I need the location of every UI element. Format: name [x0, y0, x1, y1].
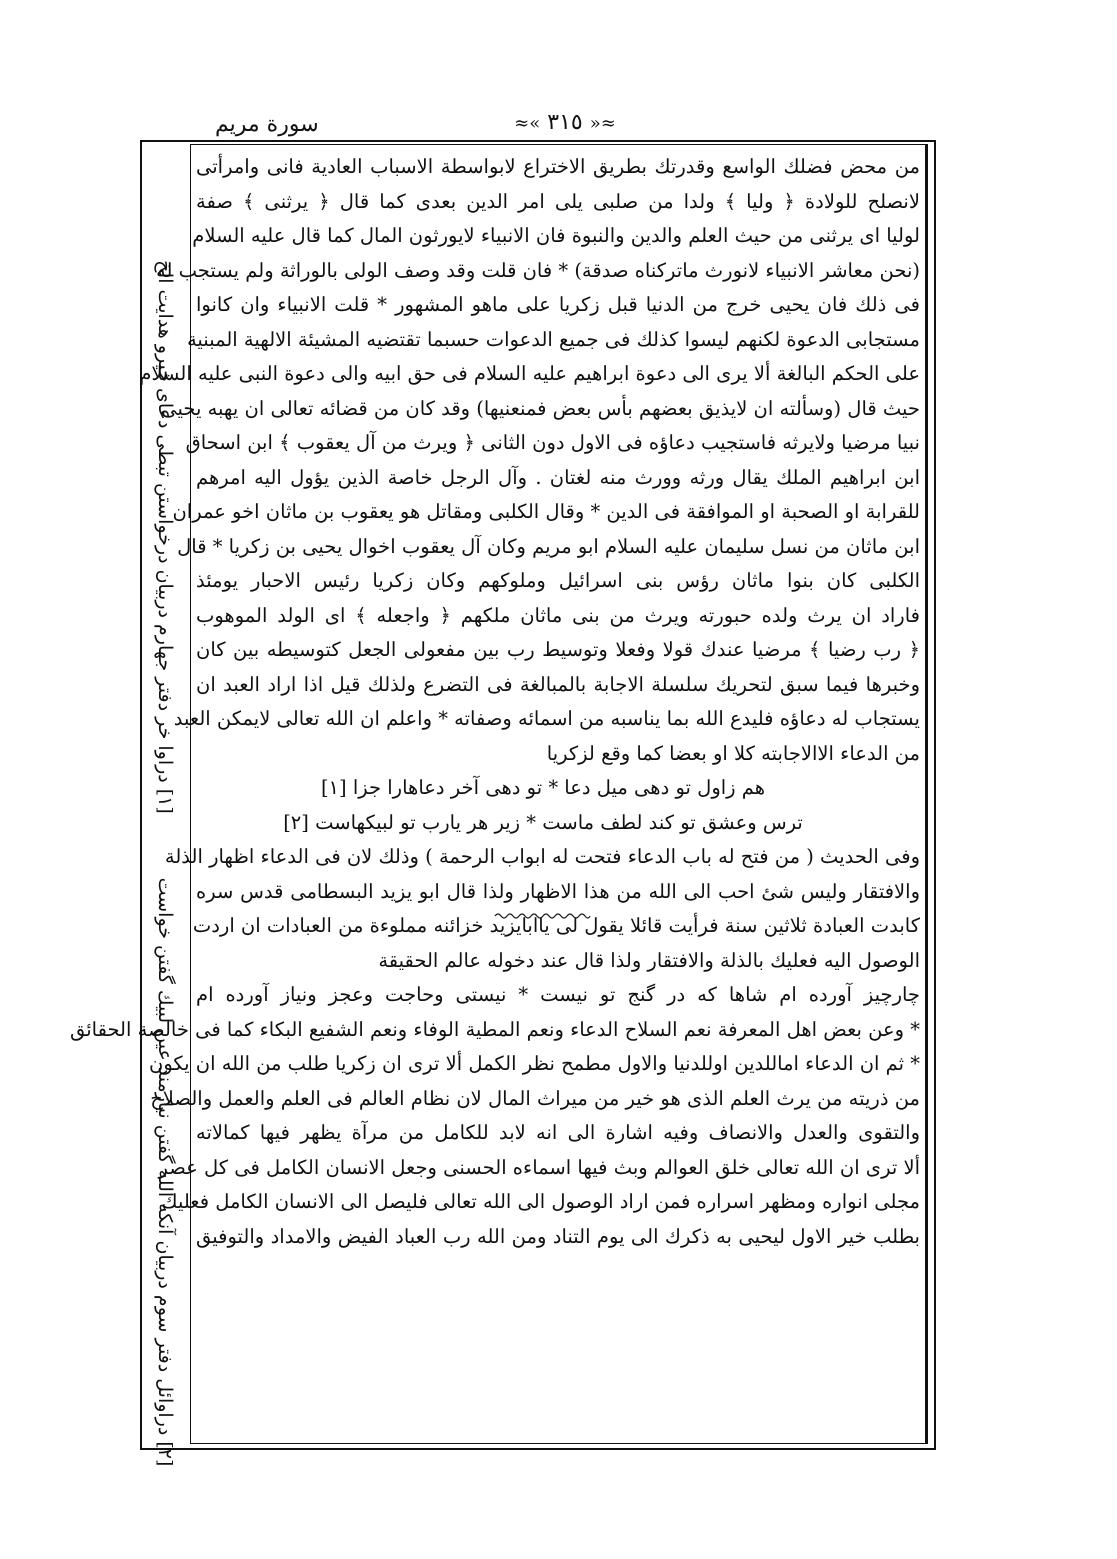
text-line: لانصلح للولادة ﴿ وليا ﴾ ولدا من صلبى يلى امر الدين بعدى كما قال ﴿ يرثنى ﴾ صفة	[196, 189, 920, 213]
text-line: كابدت العبادة ثلاثين سنة فرأيت قائلا يقول لى ياابايزيد خزائنه مملوءة من العبادات ان اردت	[192, 914, 920, 937]
header-ornament-left: ≈«	[514, 113, 541, 134]
page-number: ٣١٥	[547, 110, 583, 135]
text-line: لوليا اى يرثنى من حيث العلم والدين والنبوة فان الانبياء لايورثون المال كما قال عليه السلام	[192, 224, 920, 247]
surah-name-header: سورة مريم	[215, 112, 319, 137]
text-line: ﴿ رب رضيا ﴾ مرضيا عندك قولا وفعلا وتوسيط رب بين مفعولى الجعل كتوسيطه بين كان	[196, 638, 920, 661]
margin-notes-column	[142, 142, 188, 1467]
text-line: يستجاب له دعاؤه فليدع الله بما يناسبه من اسمائه وصفاته * واعلم ان الله تعالى لايمكن العبد	[173, 707, 920, 730]
text-line: وخبرها فيما سبق لتحريك سلسلة الاجابة بالمبالغة فى التضرع ولذلك قيل اذا اراد العبد ان	[196, 672, 920, 696]
text-line: حيث قال (وسألته ان لايذيق بعضهم بأس بعض فمنعنيها) وقد كان من قضائه تعالى ان يهبه يحيى	[161, 396, 920, 420]
wavy-underline-ornament	[495, 912, 590, 920]
text-line: والتقوى والعدل والانصاف وفيه اشارة الى انه لابد للكامل من مرآة يظهر فيها كمالاته	[196, 1121, 920, 1144]
text-line: نبيا مرضيا ولايرثه فاستجيب دعاؤه فى الاول دون الثانى ﴿ ويرث من آل يعقوب ﴾ ابن اسحاق	[185, 431, 920, 454]
text-line: الوصول اليه فعليك بالذلة والافتقار ولذا قال عند دخوله عالم الحقيقة	[378, 948, 920, 972]
text-line: ابن ابراهيم الملك يقال ورثه وورث منه لغتان . وآل الرجل خاصة الذين يؤول اليه امرهم	[196, 465, 920, 489]
margin-note-2: [٢] دراوائل دفتر سوم دربيان آنكه الله گفتن نيازمند عين لبيك گفتن خواست	[154, 877, 176, 1467]
text-line: * وعن بعض اهل المعرفة نعم السلاح الدعاء ونعم المطية الوفاء ونعم الشفيع البكاء كما فى خالصة الحقائق	[69, 1017, 920, 1041]
text-line: للقرابة او الصحبة او الموافقة فى الدين * وقال الكلبى ومقاتل هو يعقوب بن ماثان اخو عمران	[172, 500, 920, 523]
persian-verse-line: چارچيز آورده ام شاها كه در گنج تو نيست * نيستى وحاجت وعجز ونياز آورده ام	[196, 983, 920, 1006]
text-line: (نحن معاشر الانبياء لانورث ماتركناه صدقة) * فان قلت وقد وصف الولى بالوراثة ولم يستجب له	[156, 258, 920, 282]
text-line: فاراد ان يرث ولده حبورته ويرث من بنى ماثان ملكهم ﴿ واجعله ﴾ اى الولد الموهوب	[196, 603, 920, 627]
header-ornament-right: »≈	[589, 113, 616, 134]
text-line: مجلى انواره ومظهر اسراره فمن اراد الوصول الى الله تعالى فليصل الى الانسان الكامل فعليك	[161, 1190, 920, 1213]
text-line: من ذريته من يرث العلم الذى هو خير من ميراث المال لان نظام العالم فى العلم والعمل والصلاح	[150, 1086, 920, 1110]
text-line: فى ذلك فان يحيى خرج من الدنيا قبل زكريا على ماهو المشهور * قلت الانبياء وان كانوا	[196, 293, 920, 316]
text-line: من الدعاء الاالاجابته كلا او بعضا كما وقع لزكريا	[546, 741, 920, 765]
text-line: ألا ترى ان الله تعالى خلق العوالم وبث فيها اسماءه الحسنى وجعل الانسان الكامل فى كل عصر	[158, 1155, 920, 1179]
text-line: وفى الحديث ( من فتح له باب الدعاء فتحت له ابواب الرحمة ) وذلك لان فى الدعاء اظهار الذلة	[164, 845, 920, 868]
page-number-header	[500, 110, 630, 135]
text-line: * ثم ان الدعاء اماللدين اوللدنيا والاول مطمح نظر الكمل ألا ترى ان زكريا طلب من الله ان يكون	[149, 1052, 920, 1075]
margin-note-1: [١] دراوا خر دفتر جهارم دربيان درخواستن تبطى دعاى خيرو هدايت الخ	[154, 260, 176, 814]
text-line: مستجابى الدعوة لكنهم ليسوا كذلك فى جميع الدعوات حسبما تقتضيه المشيئة الالهية المبنية	[186, 327, 920, 351]
poem-line: ترس وعشق تو كند لطف ماست * زير هر يارب تو لبيكهاست [٢]	[283, 810, 803, 834]
text-line: بطلب خير الاول ليحيى به ذكرك الى يوم التناد ومن الله رب العباد الفيض والامداد والتوفيق	[196, 1224, 920, 1248]
text-line: من محض فضلك الواسع وقدرتك بطريق الاختراع لابواسطة الاسباب العادية فانى وامرأتى	[196, 155, 920, 178]
text-line: والافتقار وليس شئ احب الى الله من هذا الاظهار ولذا قال ابو يزيد البسطامى قدس سره	[196, 879, 920, 903]
text-line: الكلبى كان بنوا ماثان رؤس بنى اسرائيل وملوكهم وكان زكريا رئيس الاحبار يومئذ	[196, 569, 920, 592]
text-line: على الحكم البالغة ألا يرى الى دعوة ابراهيم عليه السلام فى حق ابيه والى دعوة النبى عليه السلام	[139, 362, 920, 385]
poem-line: هم زاول تو دهى ميل دعا * تو دهى آخر دعاهارا جزا [١]	[320, 776, 766, 799]
text-line: ابن ماثان من نسل سليمان عليه السلام ابو مريم وكان آل يعقوب اخوال يحيى بن زكريا * قال	[177, 534, 920, 558]
